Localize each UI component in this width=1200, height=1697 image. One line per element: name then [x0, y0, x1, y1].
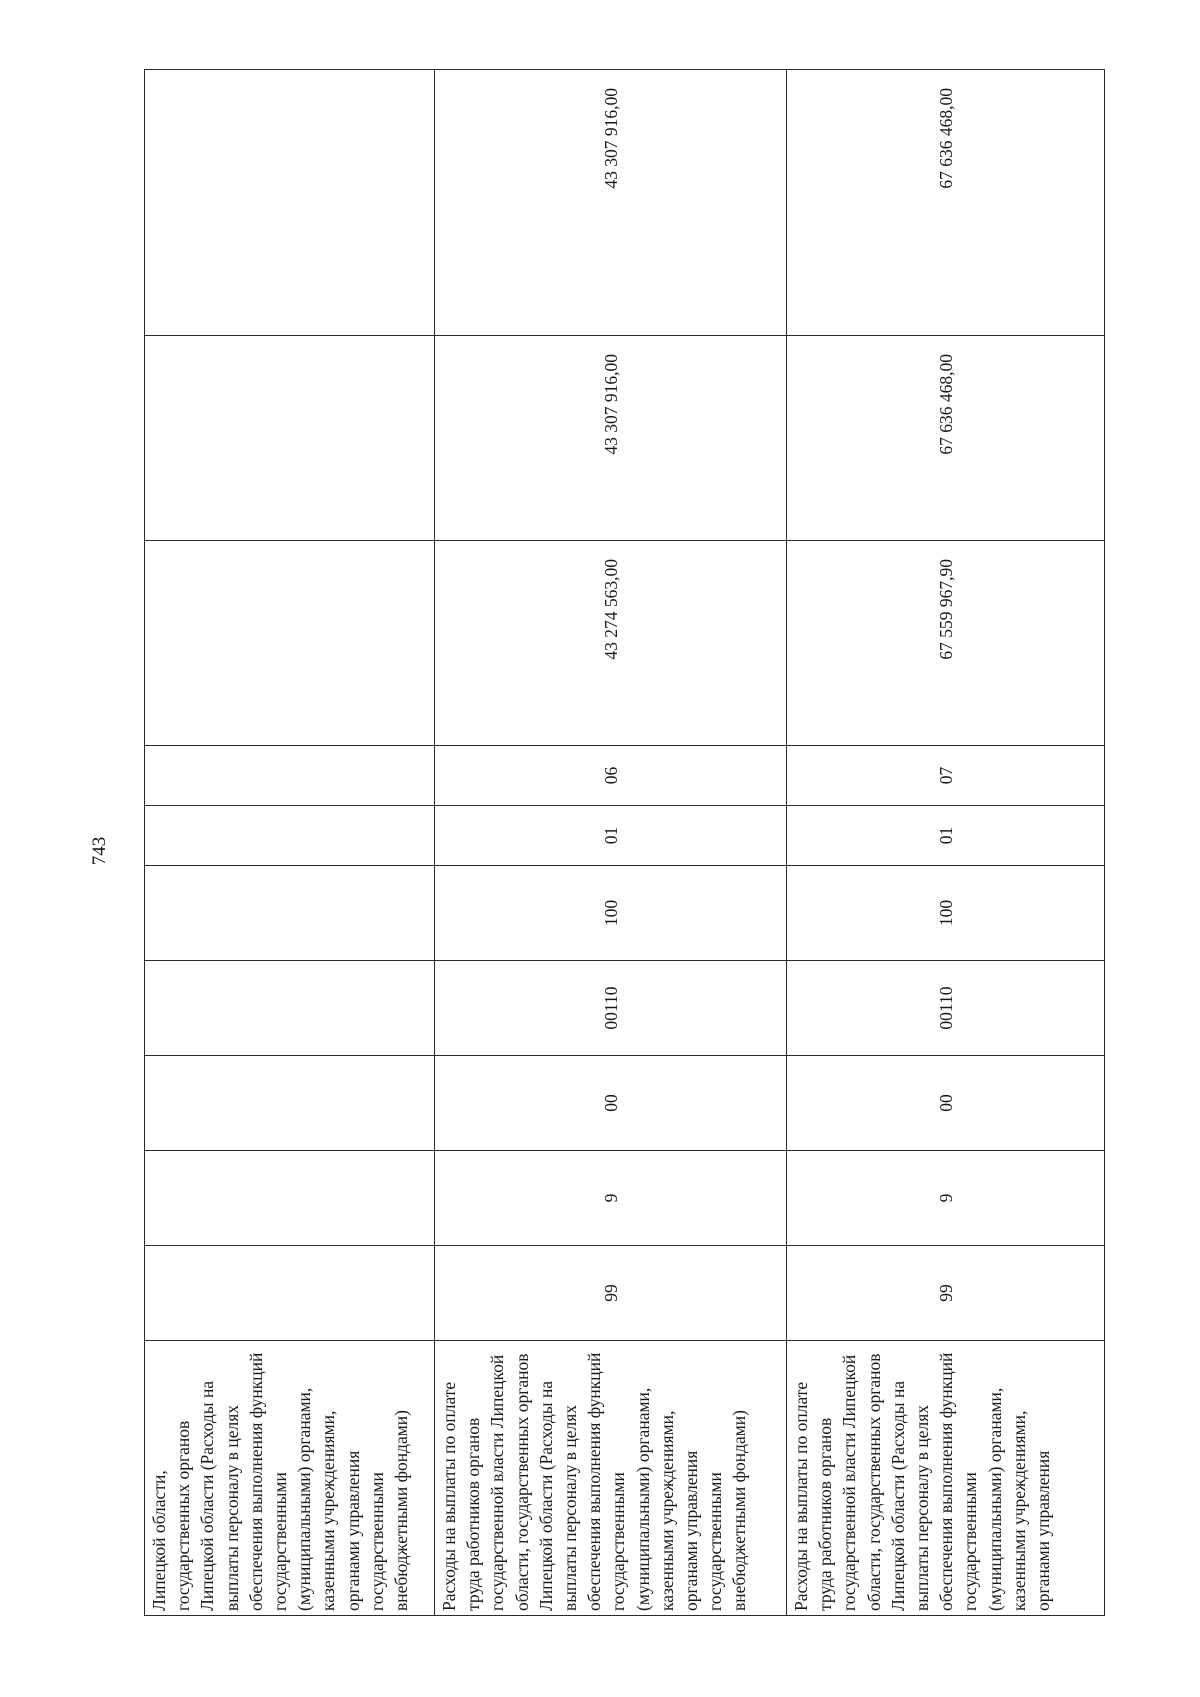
budget-table: [144, 69, 1105, 1616]
cell-code-5: 100: [787, 866, 1105, 961]
cell-amount-2: 67 636 468,00: [787, 336, 1105, 541]
cell-code-4: 00110: [435, 961, 787, 1056]
cell-amount-3: 43 307 916,00: [435, 70, 787, 336]
page-number: 743: [89, 836, 110, 866]
cell-amount-2: 43 307 916,00: [435, 336, 787, 541]
cell-code-4: 00110: [787, 961, 1105, 1056]
row-description: Липецкой области, государственных органов Липецкой области (Расходы на выплаты персоналу в целях обеспечения выполнения функций государственными (муниципальными) органами, казенными учреждениями, органами управления государственными внебюджетными фондами): [145, 1341, 435, 1616]
cell-code-2: 9: [787, 1151, 1105, 1246]
budget-table-rotated: [144, 70, 1104, 1616]
cell-code-1: 99: [435, 1246, 787, 1341]
cell-code-7: 07: [787, 746, 1105, 806]
row-description: Расходы на выплаты по оплате труда работников органов государственной власти Липецкой области, государственных органов Липецкой области (Расходы на выплаты персоналу в целях обеспечения выполнения функций государственными (муниципальными) органами, казенными учреждениями, органами управления государственными внебюджетными фондами): [435, 1341, 787, 1616]
cell-code-2: [145, 1151, 435, 1246]
row-description: Расходы на выплаты по оплате труда работников органов государственной власти Липецкой области, государственных органов Липецкой области (Расходы на выплаты персоналу в целях обеспечения выполнения функций государственными (муниципальными) органами, казенными учреждениями, органами управления: [787, 1341, 1105, 1616]
budget-table-container: [144, 70, 1104, 1616]
cell-code-7: 06: [435, 746, 787, 806]
table-row: [435, 70, 787, 1616]
cell-amount-1: 43 274 563,00: [435, 541, 787, 746]
cell-code-5: [145, 866, 435, 961]
cell-amount-2: [145, 336, 435, 541]
cell-amount-3: 67 636 468,00: [787, 70, 1105, 336]
cell-code-3: [145, 1056, 435, 1151]
cell-code-4: [145, 961, 435, 1056]
cell-code-1: 99: [787, 1246, 1105, 1341]
cell-code-3: 00: [787, 1056, 1105, 1151]
cell-amount-3: [145, 70, 435, 336]
cell-amount-1: [145, 541, 435, 746]
cell-code-1: [145, 1246, 435, 1341]
cell-code-3: 00: [435, 1056, 787, 1151]
cell-code-5: 100: [435, 866, 787, 961]
table-row: [787, 70, 1105, 1616]
cell-code-6: 01: [787, 806, 1105, 866]
cell-amount-1: 67 559 967,90: [787, 541, 1105, 746]
table-row: [145, 70, 435, 1616]
cell-code-7: [145, 746, 435, 806]
cell-code-6: 01: [435, 806, 787, 866]
cell-code-2: 9: [435, 1151, 787, 1246]
cell-code-6: [145, 806, 435, 866]
